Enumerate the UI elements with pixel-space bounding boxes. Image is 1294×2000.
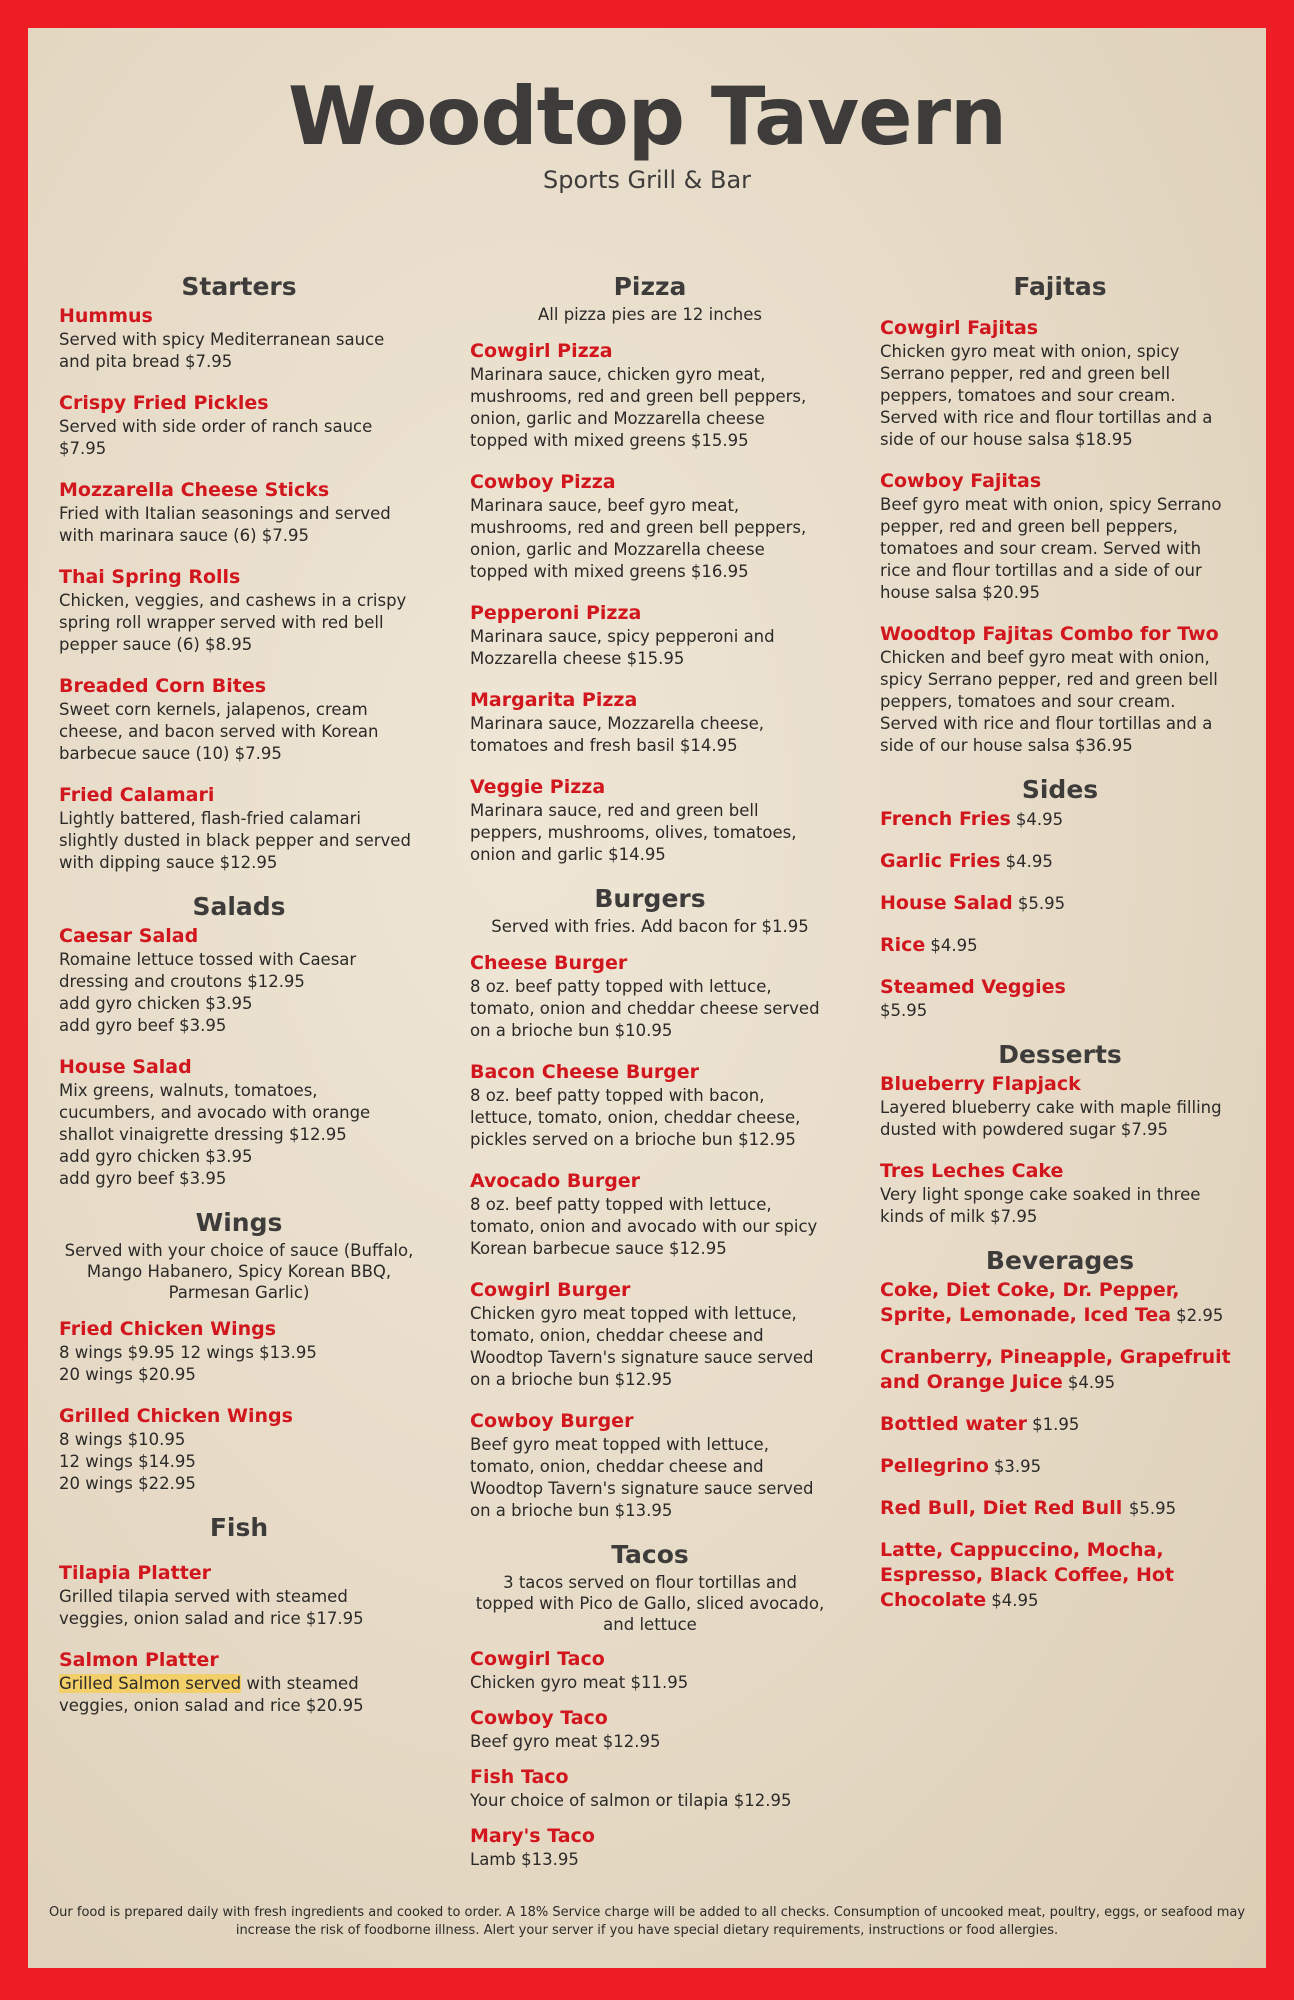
- menu-item: [880, 316, 1240, 451]
- item-description: Your choice of salmon or tilapia $12.95: [470, 1791, 792, 1810]
- item-name: Veggie Pizza: [470, 776, 606, 798]
- item-description: 8 oz. beef patty topped with lettuce, tomato, onion and avocado with our spicy Korean barbecue sauce $12.95: [470, 1195, 818, 1258]
- highlighted-text: Grilled Salmon served: [59, 1674, 242, 1693]
- item-name: Bacon Cheese Burger: [470, 1061, 700, 1083]
- item-name: Pellegrino: [880, 1455, 989, 1477]
- item-name: Fish Taco: [470, 1766, 569, 1788]
- item-name: Cheese Burger: [470, 952, 628, 974]
- item-description: 8 wings $9.95 12 wings $13.95 20 wings $20.95: [59, 1343, 317, 1384]
- item-description: Marinara sauce, red and green bell peppers, mushrooms, olives, tomatoes, onion and garlic $14.95: [470, 801, 797, 864]
- item-name: Cowgirl Pizza: [470, 340, 613, 362]
- item-name: Coke, Diet Coke, Dr. Pepper, Sprite, Lemonade, Iced Tea: [880, 1279, 1180, 1326]
- item-price: $4.95: [991, 1591, 1039, 1610]
- tacos-list: [470, 1647, 830, 1871]
- item-name: Fried Calamari: [59, 784, 215, 806]
- item-name: Grilled Chicken Wings: [59, 1405, 293, 1427]
- item-description: Lamb $13.95: [470, 1850, 579, 1869]
- menu-item: [470, 1169, 830, 1260]
- item-name: Cowgirl Fajitas: [880, 317, 1039, 339]
- restaurant-subtitle: Sports Grill & Bar: [542, 166, 752, 194]
- item-name: Crispy Fried Pickles: [59, 392, 269, 414]
- section-title-starters: Starters: [181, 272, 297, 301]
- menu-item: [59, 1055, 419, 1190]
- item-name: Cowboy Taco: [470, 1707, 608, 1729]
- wings-list: [59, 1317, 419, 1495]
- item-description: Marinara sauce, chicken gyro meat, mushrooms, red and green bell peppers, onion, garlic and Mozzarella cheese topped with mixed greens $15.95: [470, 365, 807, 450]
- menu-item: [59, 1317, 419, 1386]
- item-name: Cowgirl Burger: [470, 1279, 631, 1301]
- menu-item: [59, 674, 419, 765]
- menu-item: [470, 1765, 830, 1812]
- sides-list: [880, 807, 1240, 958]
- item-name: Tilapia Platter: [59, 1562, 212, 1584]
- menu-item: [470, 1060, 830, 1151]
- section-title-salads: Salads: [192, 892, 286, 921]
- item-name: Steamed Veggies: [880, 976, 1066, 998]
- item-price: $5.95: [1128, 1499, 1177, 1518]
- item-description: 8 wings $10.95 12 wings $14.95 20 wings $22.95: [59, 1430, 196, 1493]
- item-description: Very light sponge cake soaked in three kinds of milk $7.95: [880, 1185, 1201, 1226]
- item-description: 8 oz. beef patty topped with bacon, lettuce, tomato, onion, cheddar cheese, pickles served on a brioche bun $12.95: [470, 1086, 801, 1149]
- menu-item: [880, 622, 1240, 757]
- item-name: Mozzarella Cheese Sticks: [59, 479, 330, 501]
- item-description: Chicken gyro meat topped with lettuce, tomato, onion, cheddar cheese and Woodtop Tavern's signature sauce served on a brioche bun $12.95: [470, 1304, 814, 1389]
- item-name: Cowgirl Taco: [470, 1648, 605, 1670]
- item-name: French Fries: [880, 808, 1011, 830]
- item-name: Cowboy Burger: [470, 1410, 634, 1432]
- menu-item: [880, 469, 1240, 604]
- item-price: $5.95: [880, 1001, 928, 1020]
- item-description: [59, 1673, 419, 1717]
- section-title-wings: Wings: [195, 1208, 283, 1237]
- section-title-burgers: Burgers: [594, 884, 706, 913]
- item-name: Avocado Burger: [470, 1170, 641, 1192]
- item-description: 8 oz. beef patty topped with lettuce, tomato, onion and cheddar cheese served on a brioche bun $10.95: [470, 977, 820, 1040]
- menu-column-left: [59, 272, 419, 1735]
- item-description: Chicken gyro meat $11.95: [470, 1673, 689, 1692]
- item-description: Layered blueberry cake with maple filling dusted with powdered sugar $7.95: [880, 1098, 1222, 1139]
- pizza-list: [470, 339, 830, 866]
- item-price: $2.95: [1176, 1306, 1224, 1325]
- burgers-list: [470, 951, 830, 1522]
- item-name: Cranberry, Pineapple, Grapefruit and Orange Juice: [880, 1346, 1231, 1393]
- menu-item: [880, 1159, 1240, 1228]
- menu-item: [880, 1412, 1240, 1437]
- starters-list: [59, 304, 419, 874]
- menu-item: [59, 565, 419, 656]
- section-title-fajitas: Fajitas: [1013, 272, 1107, 301]
- item-name: Pepperoni Pizza: [470, 602, 642, 624]
- item-description: Mix greens, walnuts, tomatoes, cucumbers, and avocado with orange shallot vinaigrette dressing $12.95 add gyro chicken $3.95 add gyro beef $3.95: [59, 1081, 371, 1188]
- menu-item: [59, 478, 419, 547]
- item-name: Bottled water: [880, 1413, 1028, 1435]
- desserts-list: [880, 1072, 1240, 1228]
- section-title-beverages: Beverages: [985, 1246, 1135, 1275]
- item-name: Latte, Cappuccino, Mocha, Espresso, Black Coffee, Hot Chocolate: [880, 1539, 1175, 1611]
- menu-item: [470, 1824, 830, 1871]
- item-price: $4.95: [1015, 810, 1064, 829]
- fajitas-list: [880, 316, 1240, 757]
- beverages-list: [880, 1278, 1240, 1613]
- menu-item: [470, 601, 830, 670]
- item-name: Rice: [880, 934, 926, 956]
- menu-item: [470, 688, 830, 757]
- item-name: Thai Spring Rolls: [59, 566, 241, 588]
- menu-item: [59, 391, 419, 460]
- item-name: Caesar Salad: [59, 925, 199, 947]
- item-price: $4.95: [1005, 852, 1053, 871]
- menu-item: [880, 1345, 1240, 1395]
- item-name: Breaded Corn Bites: [59, 675, 267, 697]
- menu-item: [470, 1706, 830, 1753]
- wings-note: Served with your choice of sauce (Buffalo, Mango Habanero, Spicy Korean BBQ, Parmesan Garlic): [64, 1241, 414, 1302]
- menu-item: [880, 1496, 1240, 1521]
- pizza-note: All pizza pies are 12 inches: [538, 305, 762, 324]
- item-name: Margarita Pizza: [470, 689, 638, 711]
- menu-item: [59, 783, 419, 874]
- menu-item: [880, 1278, 1240, 1328]
- menu-column-middle: [470, 272, 830, 1883]
- menu-item: [59, 1561, 419, 1630]
- item-name: House Salad: [880, 892, 1013, 914]
- menu-item: [880, 849, 1240, 874]
- item-description: Sweet corn kernels, jalapenos, cream cheese, and bacon served with Korean barbecue sauce (10) $7.95: [59, 700, 379, 763]
- item-description: Chicken and beef gyro meat with onion, spicy Serrano pepper, red and green bell peppers, tomatoes and sour cream. Served with rice and flour tortillas and a side of our house salsa $36.95: [880, 648, 1218, 755]
- section-title-desserts: Desserts: [998, 1040, 1122, 1069]
- item-name: Red Bull, Diet Red Bull: [880, 1497, 1129, 1519]
- item-description-rest: with steamed veggies, onion salad and rice $20.95: [59, 1674, 364, 1715]
- menu-item: [470, 1647, 830, 1694]
- menu-item: [470, 470, 830, 583]
- menu-item: [880, 807, 1240, 832]
- item-description: Marinara sauce, spicy pepperoni and Mozzarella cheese $15.95: [470, 627, 775, 668]
- item-name: Woodtop Fajitas Combo for Two: [880, 623, 1219, 645]
- item-price: $3.95: [993, 1457, 1042, 1476]
- menu-item: [470, 339, 830, 452]
- item-name: Garlic Fries: [880, 850, 1001, 872]
- item-name: Hummus: [59, 305, 153, 327]
- item-description: Chicken gyro meat with onion, spicy Serrano pepper, red and green bell peppers, tomatoes and sour cream. Served with rice and flour tortillas and a side of our house salsa $18.95: [880, 342, 1213, 449]
- menu-item: [880, 933, 1240, 958]
- item-description: Beef gyro meat topped with lettuce, tomato, onion, cheddar cheese and Woodtop Tavern's signature sauce served on a brioche bun $13.95: [470, 1435, 814, 1520]
- item-price: $1.95: [1032, 1415, 1080, 1434]
- menu-item: [470, 951, 830, 1042]
- menu-item: [59, 1404, 419, 1495]
- item-description: Chicken, veggies, and cashews in a crispy spring roll wrapper served with red bell pepper sauce (6) $8.95: [59, 591, 407, 654]
- menu-item: [59, 924, 419, 1037]
- item-price: $5.95: [1017, 894, 1066, 913]
- menu-item: [470, 775, 830, 866]
- menu-item: [470, 1278, 830, 1391]
- item-description: Fried with Italian seasonings and served with marinara sauce (6) $7.95: [59, 504, 391, 545]
- footer-disclaimer: Our food is prepared daily with fresh ingredients and cooked to order. A 18% Service charge will be added to all checks. Consumption of uncooked meat, poultry, eggs, or seafood may increase the risk of foodborne illness. Alert your server if you have special dietary requirements, instructions or food allergies.: [48, 1905, 1246, 1938]
- item-description: Beef gyro meat with onion, spicy Serrano pepper, red and green bell peppers, tomatoes and sour cream. Served with rice and flour tortillas and a side of our house salsa $20.95: [880, 495, 1222, 602]
- menu-item: [470, 1409, 830, 1522]
- section-title-pizza: Pizza: [613, 272, 687, 301]
- menu-item: [880, 1072, 1240, 1141]
- item-name: Fried Chicken Wings: [59, 1318, 277, 1340]
- section-title-sides: Sides: [1021, 775, 1099, 804]
- item-description: Marinara sauce, beef gyro meat, mushrooms, red and green bell peppers, onion, garlic and Mozzarella cheese topped with mixed greens $16.95: [470, 496, 807, 581]
- burgers-note: Served with fries. Add bacon for $1.95: [491, 917, 809, 936]
- item-name: Cowboy Pizza: [470, 471, 616, 493]
- item-name: Mary's Taco: [470, 1825, 595, 1847]
- section-title-tacos: Tacos: [611, 1540, 689, 1569]
- item-description: Romaine lettuce tossed with Caesar dressing and croutons $12.95 add gyro chicken $3.95 add gyro beef $3.95: [59, 950, 357, 1035]
- item-description: Served with spicy Mediterranean sauce and pita bread $7.95: [59, 330, 385, 371]
- item-description: Marinara sauce, Mozzarella cheese, tomatoes and fresh basil $14.95: [470, 714, 764, 755]
- item-name: Blueberry Flapjack: [880, 1073, 1081, 1095]
- item-name: House Salad: [59, 1056, 192, 1078]
- tacos-note: 3 tacos served on flour tortillas and topped with Pico de Gallo, sliced avocado, and lettuce: [475, 1573, 825, 1634]
- item-description: Lightly battered, flash-fried calamari slightly dusted in black pepper and served with dipping sauce $12.95: [59, 809, 411, 872]
- menu-item: [880, 1454, 1240, 1479]
- item-name: Cowboy Fajitas: [880, 470, 1042, 492]
- item-description: Grilled tilapia served with steamed veggies, onion salad and rice $17.95: [59, 1587, 364, 1628]
- menu-item: [59, 304, 419, 373]
- menu-item: [59, 1648, 419, 1717]
- item-description: Served with side order of ranch sauce $7.95: [59, 417, 373, 458]
- item-name: Salmon Platter: [59, 1649, 219, 1671]
- item-name: Tres Leches Cake: [880, 1160, 1064, 1182]
- menu-column-right: [880, 272, 1240, 1630]
- section-title-fish: Fish: [209, 1513, 269, 1542]
- menu-page: [28, 28, 1266, 1968]
- item-description: Beef gyro meat $12.95: [470, 1732, 661, 1751]
- item-price: $4.95: [1067, 1373, 1116, 1392]
- restaurant-title: Woodtop Tavern: [288, 70, 1006, 163]
- menu-item: [880, 975, 1240, 1022]
- item-price: $4.95: [930, 936, 978, 955]
- menu-item: [880, 1538, 1240, 1613]
- menu-item: [880, 891, 1240, 916]
- salads-list: [59, 924, 419, 1190]
